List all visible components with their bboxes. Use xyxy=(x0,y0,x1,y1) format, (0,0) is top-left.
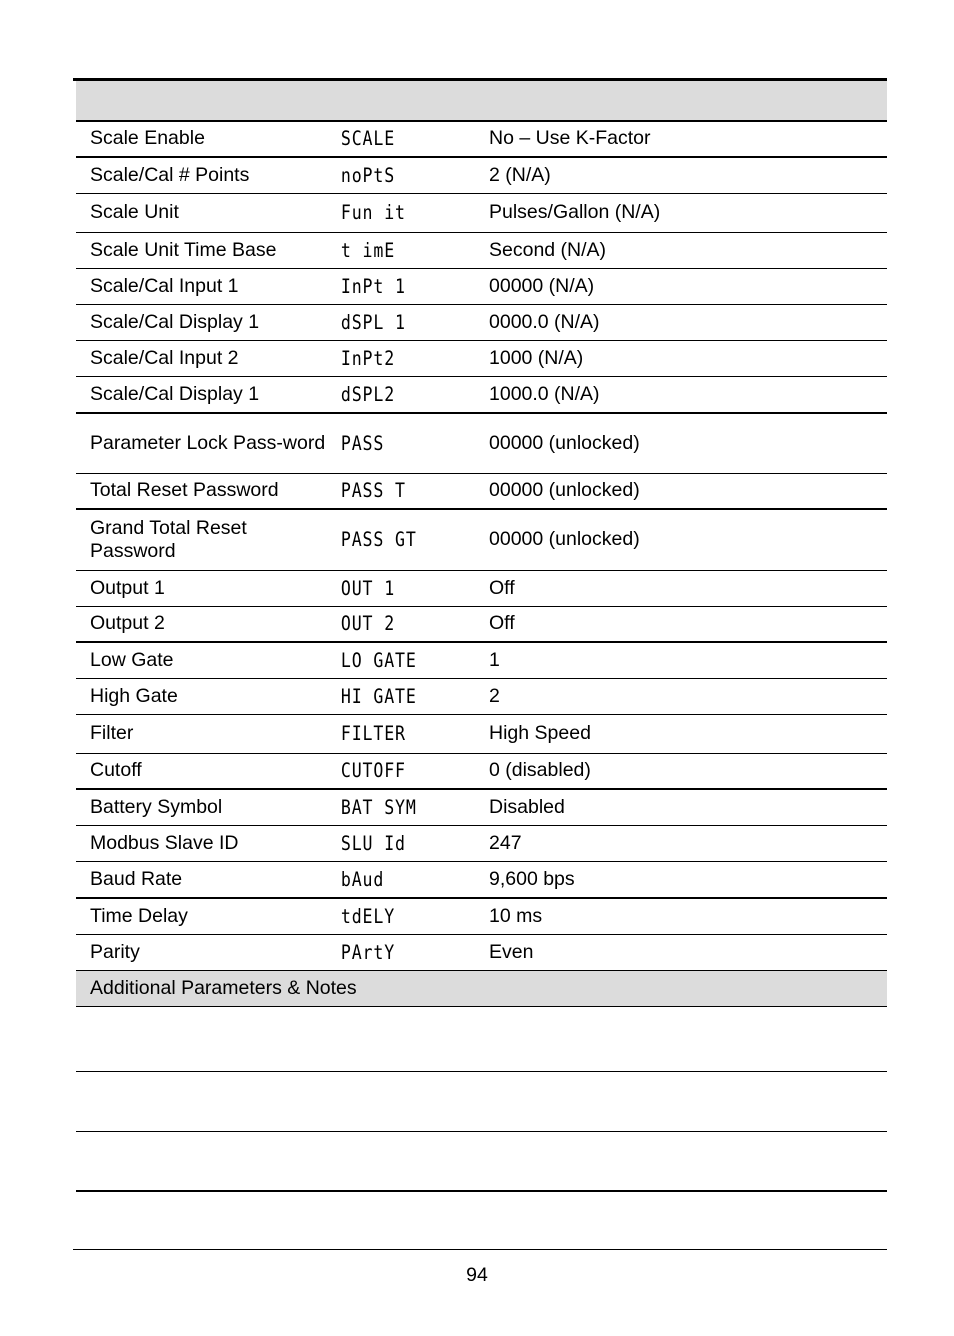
parameter-table xyxy=(76,121,887,1007)
param-code: LO GATE xyxy=(329,642,453,678)
param-code: tdELY xyxy=(329,898,453,934)
table-row xyxy=(76,861,887,898)
table-row xyxy=(76,898,887,934)
param-name: Scale Unit Time Base xyxy=(76,232,329,268)
notes-header: Additional Parameters & Notes xyxy=(76,970,887,1006)
param-value: 1 xyxy=(475,642,887,678)
table-row xyxy=(76,825,887,861)
table-row xyxy=(76,304,887,340)
param-name: Low Gate xyxy=(76,642,329,678)
param-code: t imE xyxy=(329,232,453,268)
param-code: noPtS xyxy=(329,157,453,193)
param-name: Parity xyxy=(76,934,329,970)
param-code: InPt 1 xyxy=(329,268,453,304)
table-row xyxy=(76,413,887,473)
param-value: Even xyxy=(475,934,887,970)
param-code: PArtY xyxy=(329,934,453,970)
notes-header-row xyxy=(76,970,887,1006)
param-value: 1000 (N/A) xyxy=(475,340,887,376)
param-code: SCALE xyxy=(329,121,453,157)
param-value: Off xyxy=(475,606,887,642)
param-name: Scale/Cal Input 2 xyxy=(76,340,329,376)
param-value: Second (N/A) xyxy=(475,232,887,268)
table-row xyxy=(76,121,887,157)
param-value: 00000 (unlocked) xyxy=(475,473,887,509)
param-value: 00000 (unlocked) xyxy=(475,413,887,473)
table-row xyxy=(76,934,887,970)
param-name: Battery Symbol xyxy=(76,789,329,825)
param-name: Parameter Lock Pass-word xyxy=(76,413,329,473)
note-line xyxy=(76,1131,887,1132)
note-line xyxy=(76,1071,887,1072)
table-row xyxy=(76,789,887,825)
param-code: PASS T xyxy=(329,473,453,509)
param-name: Filter xyxy=(76,714,329,753)
param-code: bAud xyxy=(329,861,453,898)
param-value: No – Use K-Factor xyxy=(475,121,887,157)
param-value: 247 xyxy=(475,825,887,861)
param-value: 2 xyxy=(475,678,887,714)
param-name: Scale/Cal # Points xyxy=(76,157,329,193)
table-row xyxy=(76,678,887,714)
table-row xyxy=(76,157,887,193)
table-row xyxy=(76,570,887,606)
table-row xyxy=(76,340,887,376)
param-code: OUT 1 xyxy=(329,570,453,606)
param-code: FILTER xyxy=(329,714,453,753)
param-code: HI GATE xyxy=(329,678,453,714)
page-number: 94 xyxy=(466,1264,488,1286)
param-value: Disabled xyxy=(475,789,887,825)
param-code: PASS GT xyxy=(329,509,453,570)
param-value: Off xyxy=(475,570,887,606)
param-name: Scale Enable xyxy=(76,121,329,157)
param-name: Output 2 xyxy=(76,606,329,642)
param-value: Pulses/Gallon (N/A) xyxy=(475,193,887,232)
param-code: CUTOFF xyxy=(329,753,453,789)
param-name: Modbus Slave ID xyxy=(76,825,329,861)
param-value: 2 (N/A) xyxy=(475,157,887,193)
param-name: Scale/Cal Display 1 xyxy=(76,304,329,340)
note-line xyxy=(76,1190,887,1192)
table-row xyxy=(76,509,887,570)
table-row xyxy=(76,376,887,413)
param-name: Baud Rate xyxy=(76,861,329,898)
bottom-rule xyxy=(73,1249,887,1250)
table-row xyxy=(76,642,887,678)
param-name: Cutoff xyxy=(76,753,329,789)
param-code: PASS xyxy=(329,413,453,473)
param-value: 1000.0 (N/A) xyxy=(475,376,887,413)
table-row xyxy=(76,753,887,789)
param-name: Scale Unit xyxy=(76,193,329,232)
table-header-band xyxy=(76,81,887,122)
param-value: 00000 (N/A) xyxy=(475,268,887,304)
param-name: Output 1 xyxy=(76,570,329,606)
param-code: InPt2 xyxy=(329,340,453,376)
param-name: High Gate xyxy=(76,678,329,714)
table-row xyxy=(76,193,887,232)
param-code: OUT 2 xyxy=(329,606,453,642)
table-row xyxy=(76,714,887,753)
param-name: Scale/Cal Display 1 xyxy=(76,376,329,413)
param-value: High Speed xyxy=(475,714,887,753)
param-value: 9,600 bps xyxy=(475,861,887,898)
param-name: Total Reset Password xyxy=(76,473,329,509)
param-code: dSPL 1 xyxy=(329,304,453,340)
param-name: Scale/Cal Input 1 xyxy=(76,268,329,304)
param-value: 0000.0 (N/A) xyxy=(475,304,887,340)
table-row xyxy=(76,473,887,509)
param-name: Grand Total Reset Password xyxy=(76,509,329,570)
param-code: BAT SYM xyxy=(329,789,453,825)
table-row xyxy=(76,268,887,304)
param-value: 10 ms xyxy=(475,898,887,934)
param-value: 0 (disabled) xyxy=(475,753,887,789)
param-code: Fun it xyxy=(329,193,453,232)
param-value: 00000 (unlocked) xyxy=(475,509,887,570)
param-name: Time Delay xyxy=(76,898,329,934)
table-row xyxy=(76,606,887,642)
param-code: dSPL2 xyxy=(329,376,453,413)
table-row xyxy=(76,232,887,268)
param-code: SLU Id xyxy=(329,825,453,861)
